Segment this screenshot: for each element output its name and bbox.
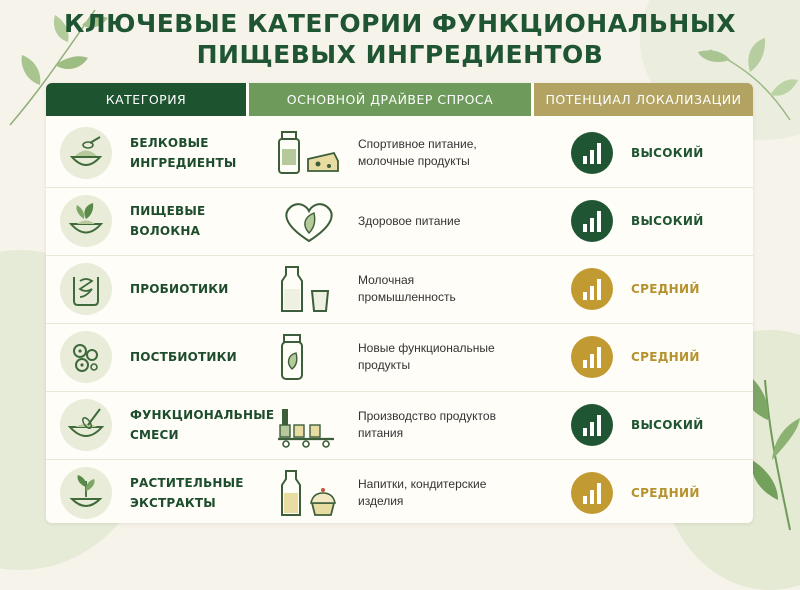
header-category: КАТЕГОРИЯ	[46, 83, 246, 116]
page-title	[0, 8, 800, 70]
potential-label: ВЫСОКИЙ	[631, 146, 704, 160]
header-driver: ОСНОВНОЙ ДРАЙВЕР СПРОСА	[249, 83, 531, 116]
shaker-cheese-icon	[274, 127, 344, 179]
signal-bars-icon	[571, 336, 613, 378]
category-label: БЕЛКОВЫЕ ИНГРЕДИЕНТЫ	[130, 136, 237, 170]
signal-bars-icon	[571, 472, 613, 514]
potential-label: СРЕДНИЙ	[631, 282, 700, 296]
factory-conveyor-icon	[274, 399, 344, 451]
cells-icon	[60, 331, 112, 383]
intestine-icon	[60, 263, 112, 315]
driver-text: Новые функциональные продукты	[358, 341, 495, 372]
category-label: РАСТИТЕЛЬНЫЕ ЭКСТРАКТЫ	[130, 476, 244, 510]
table-row	[46, 119, 753, 187]
header-potential: ПОТЕНЦИАЛ ЛОКАЛИЗАЦИИ	[534, 83, 753, 116]
signal-bars-icon	[571, 132, 613, 174]
driver-text: Спортивное питание, молочные продукты	[358, 137, 477, 168]
signal-bars-icon	[571, 404, 613, 446]
table-row	[46, 187, 753, 255]
category-label: ПРОБИОТИКИ	[130, 282, 229, 296]
category-label: ПОСТБИОТИКИ	[130, 350, 237, 364]
plant-mortar-icon	[60, 467, 112, 519]
heart-leaf-icon	[274, 195, 344, 247]
table-row	[46, 323, 753, 391]
driver-text: Производство продуктов питания	[358, 409, 496, 440]
signal-bars-icon	[571, 200, 613, 242]
powder-bowl-icon	[60, 127, 112, 179]
potential-label: СРЕДНИЙ	[631, 350, 700, 364]
whisk-bowl-icon	[60, 399, 112, 451]
categories-table	[46, 83, 753, 523]
leaf-jar-icon	[274, 331, 344, 383]
title-line-2: ПИЩЕВЫХ ИНГРЕДИЕНТОВ	[196, 40, 604, 69]
title-line-1: КЛЮЧЕВЫЕ КАТЕГОРИИ ФУНКЦИОНАЛЬНЫХ	[63, 9, 737, 38]
signal-bars-icon	[571, 268, 613, 310]
bottle-cupcake-icon	[274, 467, 344, 519]
potential-label: СРЕДНИЙ	[631, 486, 700, 500]
table-row	[46, 459, 753, 527]
category-label: ПИЩЕВЫЕ ВОЛОКНА	[130, 204, 206, 238]
table-row	[46, 391, 753, 459]
driver-text: Молочная промышленность	[358, 273, 456, 304]
potential-label: ВЫСОКИЙ	[631, 214, 704, 228]
driver-text: Здоровое питание	[358, 213, 461, 228]
driver-text: Напитки, кондитерские изделия	[358, 477, 487, 508]
leaf-bowl-icon	[60, 195, 112, 247]
category-label: ФУНКЦИОНАЛЬНЫЕ СМЕСИ	[130, 408, 275, 442]
milk-bottle-glass-icon	[274, 263, 344, 315]
potential-label: ВЫСОКИЙ	[631, 418, 704, 432]
table-row	[46, 255, 753, 323]
